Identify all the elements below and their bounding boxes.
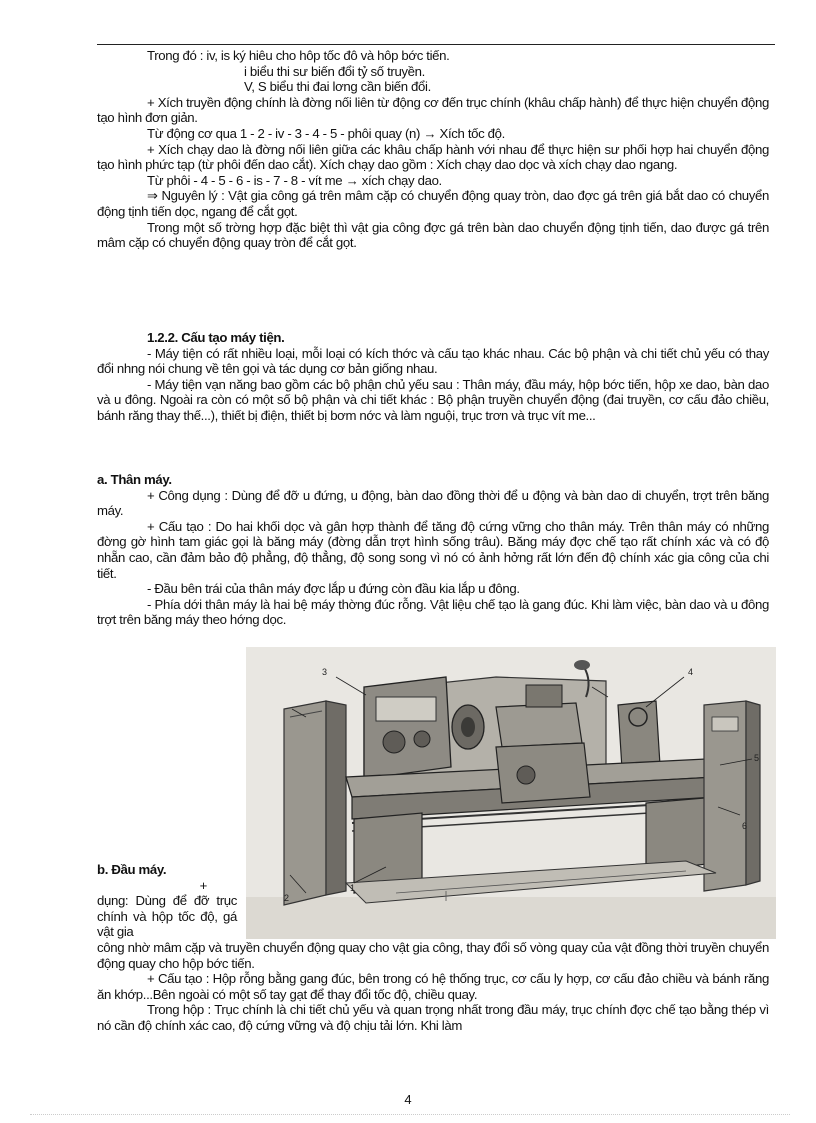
paragraph: Trong một số trờng hợp đặc biệt thì vật gia công đợc gá trên bàn dao chuyển động tịnh tiến, dao được gá trên mâm cặp có chuyển động quay tròn để cắt gọt.: [97, 219, 769, 251]
paragraph: dụng: Dùng để đỡ trục chính và hộp tốc độ, gá vật gia: [97, 893, 237, 940]
paragraph: Từ động cơ qua 1 - 2 - iv - 3 - 4 - 5 - phôi quay (n) → Xích tốc độ.: [147, 125, 505, 141]
paragraph: V, S biểu thi đai lơng cần biến đổi.: [244, 79, 431, 95]
paragraph: - Đầu bên trái của thân máy đợc lắp u đứng còn đầu kia lắp u đông.: [147, 581, 520, 597]
figure-label-4: 4: [688, 667, 694, 677]
figure-label-5: 5: [754, 753, 760, 763]
section-lathe-structure: [97, 330, 769, 424]
section-kinematic-chains: [97, 48, 769, 251]
section-heading: a. Thân máy.: [97, 472, 172, 487]
section-headstock: [97, 862, 769, 1034]
paragraph: - Phía dới thân máy là hai bệ máy thờng đúc rỗng. Vật liệu chế tạo là gang đúc. Khi làm việc, bàn dao và u đông trợt trên băng máy theo hớng dọc.: [97, 596, 769, 628]
paragraph: + Xích chạy dao là đờng nối liên giữa các khâu chấp hành với nhau để thực hiện sư phối hợp hai chuyển động tạo hình phức tạp (từ phôi đến dao cắt). Xích chạy dao gồm : Xích chạy dao dọc và xích chạy dao ngang.: [97, 141, 769, 173]
figure-label-2: 2: [284, 893, 290, 903]
paragraph: ⇒ Nguyên lý : Vật gia công gá trên mâm cặp có chuyển động quay tròn, dao đợc gá trên giá bắt dao có chuyển động tịnh tiến dọc, ngang để cắt gọt.: [97, 188, 769, 219]
plus-marker: +: [199, 877, 207, 893]
paragraph: Từ phôi - 4 - 5 - 6 - is - 7 - 8 - vít me → xích chạy dao.: [147, 172, 442, 188]
paragraph: Trong đó : iv, is ký hiêu cho hôp tốc đô và hôp bớc tiến.: [147, 48, 450, 63]
figure-label-1: 1: [350, 883, 356, 893]
figure-label-3: 3: [322, 667, 328, 677]
section-heading: b. Đầu máy.: [97, 862, 167, 877]
paragraph: - Máy tiện có rất nhiều loại, mỗi loại có kích thớc và cấu tạo khác nhau. Các bộ phận và chi tiết chủ yếu có thay đổi nhng nói chung về tên gọi và tác dụng cơ bản giống nhau.: [97, 345, 769, 377]
paragraph: - Máy tiện vạn năng bao gồm các bộ phận chủ yếu sau : Thân máy, đầu máy, hộp bớc tiến, hộp xe dao, bàn dao và u đông. Ngoài ra còn có một số bộ phận và chi tiết khác : Bộ phận truyền chuyển động (đai truyền, cơ cấu đảo chiều, bánh răng thay thế...), thiết bị điện, thiết bị bơm nớc và làm nguội, trục trơn và trục vít me...: [97, 376, 769, 423]
section-machine-body: [97, 472, 769, 628]
paragraph: + Cấu tạo : Do hai khối dọc và gân hợp thành để tăng độ cứng vững cho thân máy. Trên thân máy có những đờng gờ hình tam giác gọi là băng máy (đờng dẫn trợt hình sống trâu). Băng máy đợc chế tạo rất chính xác và có độ nhẵn cao, cần đảm bảo độ phẳng, độ thẳng, độ song song vì nó có ảnh hởng rất lớn đến độ chính xác gia công của chi tiết.: [97, 518, 769, 581]
paragraph: Trong hộp : Trục chính là chi tiết chủ yếu và quan trọng nhất trong đầu máy, trục chính đợc chế tạo bằng thép vì nó cần độ chính xác cao, độ cứng vững và độ chịu tải lớn. Khi làm: [97, 1002, 769, 1033]
footer-rule: [30, 1114, 790, 1115]
page-number: 4: [404, 1092, 412, 1107]
paragraph: i biểu thi sư biến đổi tỷ số truyền.: [244, 63, 425, 79]
paragraph: công nhờ mâm cặp và truyền chuyển động quay cho vật gia công, thay đổi số vòng quay của vật đồng thời truyền chuyển động quay cho hộp bớc tiến.: [97, 939, 769, 971]
paragraph: + Cấu tạo : Hộp rỗng bằng gang đúc, bên trong có hệ thống trục, cơ cấu ly hợp, cơ cấu đảo chiều và bánh răng ăn khớp...Bên ngoài có một số tay gạt để thay đổi tốc độ, chiều quay.: [97, 971, 769, 1002]
header-rule: [97, 44, 775, 45]
paragraph: + Công dụng : Dùng để đỡ u đứng, u động, bàn dao đồng thời để u động và bàn dao di chuyển, trợt trên băng máy.: [97, 487, 769, 519]
figure-label-6: 6: [742, 821, 748, 831]
paragraph: + Xích truyền động chính là đờng nối liên từ động cơ đến trục chính (khâu chấp hành) để thực hiện chuyển động tạo hình đơn giản.: [97, 94, 769, 126]
section-heading: 1.2.2. Cấu tạo máy tiện.: [147, 330, 285, 345]
